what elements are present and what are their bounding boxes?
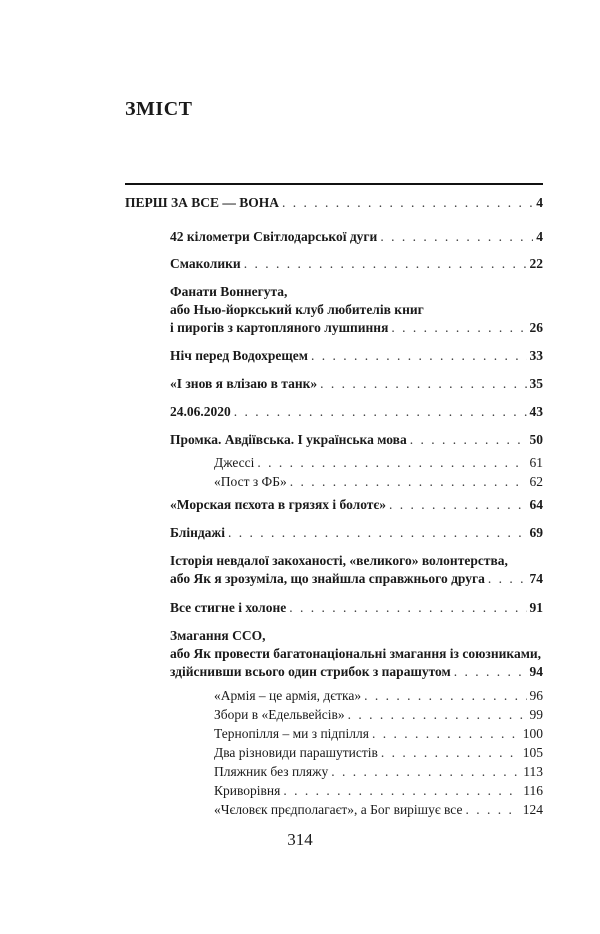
entry-title: 24.06.2020	[170, 404, 231, 419]
entry-title: Промка. Авдіївська. І українська мова	[170, 432, 407, 447]
entry-title: Джессі	[214, 455, 255, 470]
entry-title: «Армія – це армія, дєтка»	[214, 688, 362, 703]
divider-rule	[125, 183, 543, 185]
toc-entry[interactable]	[170, 552, 543, 588]
entry-title-line: і пирогів з картопляного лушпиння	[170, 320, 389, 335]
entry-title-line: або Нью-йоркський клуб любителів книг	[170, 302, 424, 317]
entry-page: 116	[523, 783, 543, 798]
entry-title-line: Історія невдалої закоханості, «великого» волонтерства,	[170, 553, 508, 568]
entry-title-line: Змагання ССО,	[170, 628, 266, 643]
entry-title: 42 кілометри Світлодарської дуги	[170, 229, 378, 244]
entry-title: Все стигне і холоне	[170, 600, 287, 615]
entry-title: Збори в «Едельвейсів»	[214, 707, 345, 722]
entry-title: Тернопілля – ми з підпілля	[214, 726, 369, 741]
entry-page: 33	[529, 348, 543, 363]
toc-subentry[interactable]	[214, 744, 543, 762]
entry-title-line: здійснивши всього один стрибок з парашутом	[170, 664, 451, 679]
entry-page: 105	[522, 745, 543, 760]
entry-page: 50	[529, 432, 543, 447]
entry-title: Два різновиди парашутистів	[214, 745, 378, 760]
entry-page: 43	[529, 404, 543, 419]
entry-title-line: Фанати Воннегута,	[170, 284, 288, 299]
entry-page: 113	[523, 764, 543, 779]
toc-subentry[interactable]	[214, 725, 543, 743]
entry-page: 124	[522, 802, 543, 817]
entry-title: ПЕРШ ЗА ВСЕ — ВОНА	[125, 195, 279, 210]
entry-title: «І знов я влізаю в танк»	[170, 376, 318, 391]
entry-page: 4	[536, 195, 543, 210]
entry-page: 94	[529, 664, 543, 679]
toc-subentry[interactable]	[214, 687, 543, 705]
toc-entry[interactable]	[170, 599, 543, 617]
contents-heading: ЗМІСТ	[125, 98, 193, 120]
entry-page: 4	[536, 229, 543, 244]
toc-entry[interactable]	[170, 283, 543, 337]
entry-page: 26	[529, 320, 543, 335]
toc-subentry[interactable]	[214, 782, 543, 800]
entry-page: 22	[529, 256, 543, 271]
toc-subentry[interactable]	[214, 473, 543, 491]
page-number: 314	[287, 830, 313, 849]
toc-subentry[interactable]	[214, 801, 543, 819]
entry-page: 100	[522, 726, 543, 741]
toc-entry[interactable]	[170, 375, 543, 393]
toc-entry[interactable]	[170, 403, 543, 421]
entry-title: Ніч перед Водохрещем	[170, 348, 308, 363]
entry-title: «Пост з ФБ»	[214, 474, 287, 489]
toc-subentry[interactable]	[214, 763, 543, 781]
toc-entry[interactable]	[170, 627, 543, 681]
entry-title: Смаколики	[170, 256, 241, 271]
toc-subentry[interactable]	[214, 454, 543, 472]
entry-title-line: або Як я зрозуміла, що знайшла справжнього друга	[170, 571, 485, 586]
entry-page: 61	[529, 455, 543, 470]
entry-page: 62	[529, 474, 543, 489]
toc-entry[interactable]	[170, 255, 543, 273]
entry-page: 69	[529, 525, 543, 540]
toc-entry[interactable]	[170, 496, 543, 514]
entry-title: Криворівня	[214, 783, 281, 798]
toc-subentry[interactable]	[214, 706, 543, 724]
toc-entry[interactable]	[170, 524, 543, 542]
entry-title: Бліндажі	[170, 525, 225, 540]
entry-page: 99	[529, 707, 543, 722]
entry-page: 64	[529, 497, 543, 512]
toc-entry[interactable]	[170, 347, 543, 365]
entry-page: 35	[529, 376, 543, 391]
toc-entry[interactable]	[170, 431, 543, 449]
entry-title: Пляжник без пляжу	[214, 764, 329, 779]
toc-entry[interactable]	[170, 228, 543, 246]
toc-entry-part[interactable]	[125, 194, 543, 212]
entry-page: 96	[529, 688, 543, 703]
entry-title-line: або Як провести багатонаціональні змагання із союзниками,	[170, 646, 542, 661]
entry-title: «Чєловєк прєдполагаєт», а Бог вирішує все	[214, 802, 463, 817]
entry-title: «Морская пєхота в грязях і болотє»	[170, 497, 386, 512]
entry-page: 91	[529, 600, 543, 615]
entry-page: 74	[529, 571, 543, 586]
